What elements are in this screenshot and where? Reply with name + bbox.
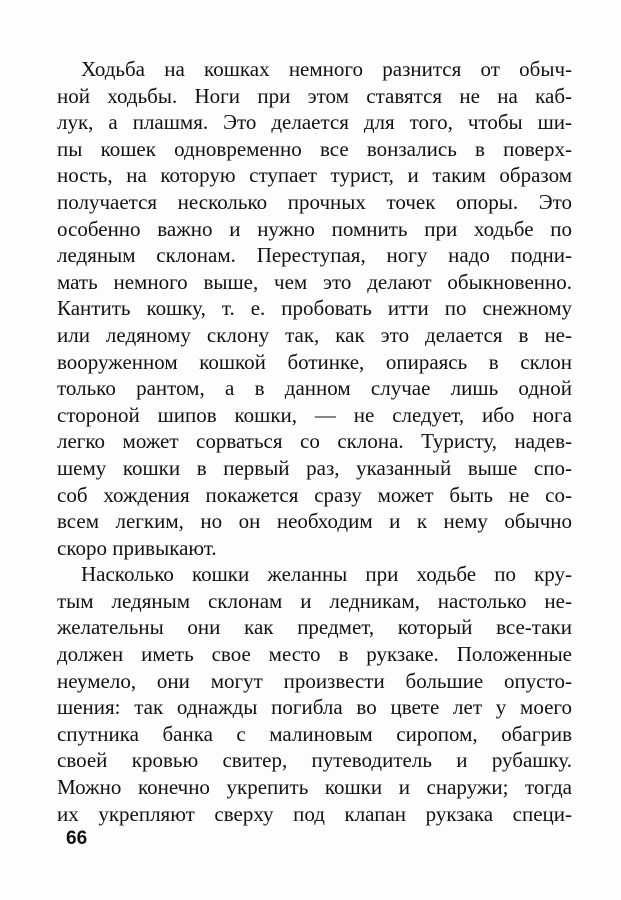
text-line: желательны они как предмет, который все-таки [57,615,572,640]
text-line: ледяным склонам. Переступая, ногу надо подни- [57,243,572,268]
text-line: соб хождения покажется сразу может быть не со- [57,482,572,507]
body-text [57,56,572,827]
text-line: спутника банка с малиновым сиропом, обагрив [57,721,572,746]
text-line: должен иметь свое место в рукзаке. Положенные [57,642,572,667]
text-line: легко может сорваться со склона. Туристу, надев- [57,429,572,454]
text-line: всем легким, но он необходим и к нему обычно [57,509,572,534]
text-line: стороной шипов кошки, — не следует, ибо нога [57,402,572,427]
text-line: Ходьба на кошках немного разнится от обыч- [81,57,572,81]
text-line: своей кровью свитер, путеводитель и рубашку. [57,748,572,773]
text-line: лук, а плашмя. Это делается для того, чтобы ши- [57,110,572,135]
text-line: ной ходьбы. Ноги при этом ставятся не на каб- [57,83,572,108]
text-line: Насколько кошки желанны при ходьбе по кру- [81,562,572,587]
page-number: 66 [66,828,88,849]
text-line: или ледяному склону так, как это делается в не- [57,322,572,347]
text-line: Можно конечно укрепить кошки и снаружи; тогда [57,775,572,800]
text-line: мать немного выше, чем это делают обыкновенно. [57,269,572,294]
text-line: неумело, они могут произвести большие опусто- [57,668,572,693]
text-line: тым ледяным склонам и ледникам, настолько не- [57,588,572,613]
text-line: ность, на которую ступает турист, и таким образом [57,163,572,188]
text-line: скоро привыкают. [57,535,217,560]
text-line: только рантом, а в данном случае лишь одной [57,376,572,401]
text-line: особенно важно и нужно помнить при ходьбе по [57,216,572,241]
text-line: их укрепляют сверху под клапан рукзака специ- [57,801,572,826]
text-line: вооруженном кошкой ботинке, опираясь в склон [57,349,572,374]
text-line: шения: так однажды погибла во цвете лет у моего [57,695,572,720]
text-line: Кантить кошку, т. е. пробовать итти по снежному [57,296,572,321]
text-line: шему кошки в первый раз, указанный выше спо- [57,455,572,480]
text-line: пы кошек одновременно все вонзались в поверх- [57,136,572,161]
text-line: получается несколько прочных точек опоры. Это [57,189,572,214]
